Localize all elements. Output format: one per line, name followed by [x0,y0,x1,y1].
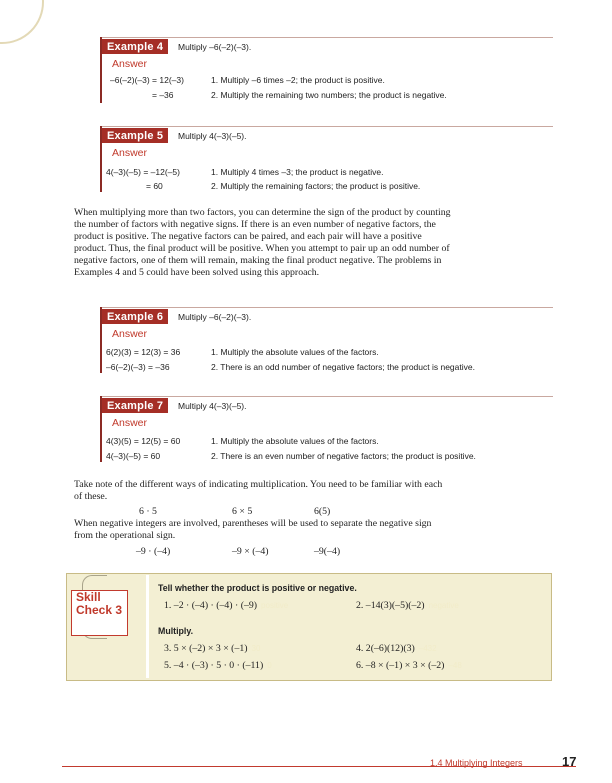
example-label: Example 5 [102,128,168,143]
explain-step-2: 2. Multiply the remaining two numbers; the product is negative. [211,90,447,100]
example-problem: Multiply 4(–3)(–5). [178,131,247,141]
explain-step-2: 2. Multiply the remaining factors; the product is positive. [211,181,421,191]
question: 2. –14(3)(–5)(–2) [356,600,425,611]
example-5 [102,126,553,194]
explain-step-2: 2. There is an even number of negative factors; the product is positive. [211,451,476,461]
work-step-1: 4(3)(5) = 12(5) = 60 [106,436,181,446]
work-step-2: –6(–2)(–3) = –36 [106,362,170,372]
skill-check-item-3 [164,643,260,654]
answer-faint: 30 [251,644,261,653]
skill-check-instruction-2: Multiply. [158,626,194,636]
example-problem: Multiply 4(–3)(–5). [178,401,247,411]
example-problem: Multiply –6(–2)(–3). [178,312,252,322]
example-label: Example 7 [102,398,168,413]
explain-step-1: 1. Multiply 4 times –3; the product is negative. [211,167,384,177]
corner-decoration [0,0,44,44]
answer-faint: 0 [267,661,272,670]
explain-step-2: 2. There is an odd number of negative factors; the product is negative. [211,362,475,372]
answer-heading: Answer [112,417,148,429]
example-7 [102,396,553,466]
skill-check-label [71,590,128,636]
question: 5. –4 · (–3) · 5 · 0 · (–11) [164,660,264,671]
example-4 [102,37,553,105]
skill-check-item-1 [164,600,288,611]
example-problem: Multiply –6(–2)(–3). [178,42,252,52]
work-step-1: 4(–3)(–5) = –12(–5) [106,167,180,177]
example-6 [102,307,553,377]
paragraph-notation: Take note of the different ways of indicating multiplication. You need to be familiar with each of these. [74,479,443,502]
example-rule [102,396,553,397]
work-step-1: –6(–2)(–3) = 12(–3) [110,75,184,85]
work-step-1: 6(2)(3) = 12(3) = 36 [106,347,181,357]
example-label: Example 6 [102,309,168,324]
footer-section: 1.4 Multiplying Integers [430,758,523,768]
answer-faint: negative [428,601,459,610]
page-number: 17 [562,754,577,769]
example-rule [102,37,553,38]
question: 4. 2(–6)(12)(3) [356,643,415,654]
answer-faint: positive [261,601,289,610]
skill-check-item-2 [356,600,459,611]
paragraph-sign-rule: When multiplying more than two factors, you can determine the sign of the product by counting the number of factors with negative signs. If there is an even number of negative factors, the product is positive. The negative factors can be paired, and each pair will have a positive product. Thus, the final product will be positive. When you attempt to pair up an odd number of negative factors, one of them will remain, making the final product negative. The problems in Examples 4 and 5 could have been solved using this approach. [74,207,451,278]
answer-heading: Answer [112,147,148,159]
example-rule [102,307,553,308]
explain-step-1: 1. Multiply the absolute values of the factors. [211,347,379,357]
skill-check-item-5 [164,660,272,671]
answer-faint: –432 [418,644,437,653]
explain-step-1: 1. Multiply the absolute values of the factors. [211,436,379,446]
paragraph-negative: When negative integers are involved, parentheses will be used to separate the negative sign from the operational sign. [74,518,432,541]
work-step-2: 4(–3)(–5) = 60 [106,451,161,461]
skill-check-divider [146,575,149,678]
question: 1. –2 · (–4) · (–4) · (–9) [164,600,258,611]
explain-step-1: 1. Multiply –6 times –2; the product is positive. [211,75,385,85]
work-step-2: = –36 [152,90,174,100]
notation-parens: 6(5) [314,506,331,517]
skill-check-item-6 [356,660,462,671]
negative-times: –9 × (–4) [232,546,269,557]
skill-check-label-line1: Skill [76,590,101,604]
example-label: Example 4 [102,39,168,54]
notation-dot: 6 · 5 [139,506,157,517]
notation-times: 6 × 5 [232,506,253,517]
skill-check-instruction-1: Tell whether the product is positive or negative. [158,583,357,593]
answer-heading: Answer [112,328,148,340]
negative-parens: –9(–4) [314,546,341,557]
question: 6. –8 × (–1) × 3 × (–2) [356,660,445,671]
skill-check-label-line2: Check 3 [76,603,123,617]
negative-dot: –9 · (–4) [136,546,171,557]
work-step-2: = 60 [146,181,163,191]
answer-faint: –48 [448,661,462,670]
skill-check-item-4 [356,643,437,654]
question: 3. 5 × (–2) × 3 × (–1) [164,643,248,654]
answer-heading: Answer [112,58,148,70]
example-rule [102,126,553,127]
